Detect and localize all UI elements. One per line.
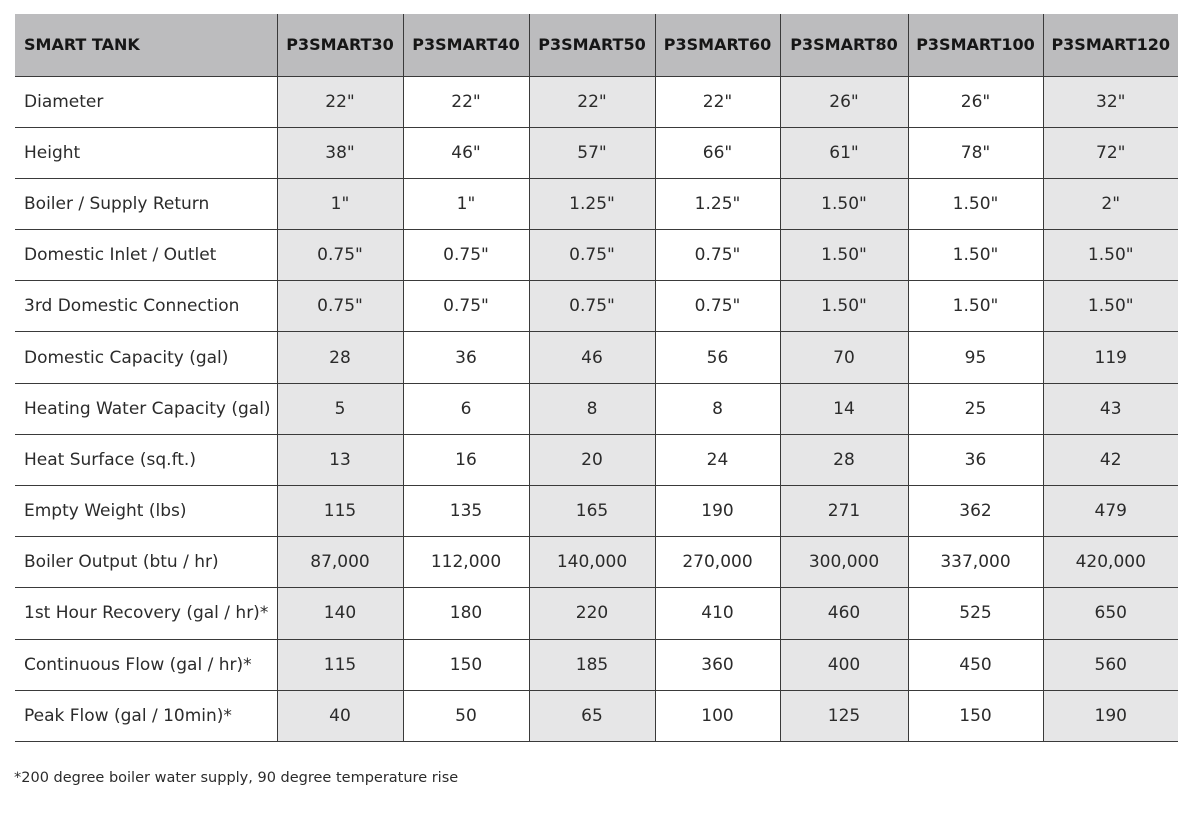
row-label: Continuous Flow (gal / hr)* (15, 639, 277, 690)
table-row (15, 332, 1178, 383)
footnote: *200 degree boiler water supply, 90 degree temperature rise (14, 770, 459, 786)
table-cell: 300,000 (780, 537, 908, 588)
table-cell: 115 (277, 639, 403, 690)
table-cell: 1.25" (655, 178, 780, 229)
table-cell: 26" (780, 76, 908, 127)
table-cell: 22" (655, 76, 780, 127)
table-cell: 185 (529, 639, 655, 690)
table-cell: 56 (655, 332, 780, 383)
table-cell: 61" (780, 127, 908, 178)
table-body (15, 76, 1178, 741)
table-cell: 65 (529, 690, 655, 741)
table-cell: 26" (908, 76, 1043, 127)
table-cell: 1" (403, 178, 529, 229)
table-cell: 20 (529, 434, 655, 485)
table-cell: 150 (403, 639, 529, 690)
table-cell: 22" (403, 76, 529, 127)
table-cell: 1.50" (908, 230, 1043, 281)
table-cell: 72" (1043, 127, 1178, 178)
table-cell: 1.50" (780, 178, 908, 229)
table-cell: 1.25" (529, 178, 655, 229)
table-cell: 525 (908, 588, 1043, 639)
table-cell: 180 (403, 588, 529, 639)
table-cell: 0.75" (403, 230, 529, 281)
table-cell: 87,000 (277, 537, 403, 588)
table-cell: 1.50" (908, 281, 1043, 332)
table-cell: 1.50" (780, 281, 908, 332)
table-cell: 38" (277, 127, 403, 178)
table-cell: 24 (655, 434, 780, 485)
table-cell: 0.75" (655, 230, 780, 281)
table-cell: 70 (780, 332, 908, 383)
row-label: Domestic Capacity (gal) (15, 332, 277, 383)
table-cell: 220 (529, 588, 655, 639)
table-cell: 43 (1043, 383, 1178, 434)
table-cell: 140 (277, 588, 403, 639)
table-cell: 95 (908, 332, 1043, 383)
model-header-p3smart60: P3SMART60 (655, 14, 780, 76)
table-cell: 360 (655, 639, 780, 690)
table-cell: 0.75" (655, 281, 780, 332)
row-label: Heat Surface (sq.ft.) (15, 434, 277, 485)
table-cell: 16 (403, 434, 529, 485)
table-cell: 420,000 (1043, 537, 1178, 588)
table-cell: 165 (529, 486, 655, 537)
table-cell: 190 (655, 486, 780, 537)
table-row (15, 537, 1178, 588)
table-cell: 66" (655, 127, 780, 178)
table-row (15, 76, 1178, 127)
row-label: Domestic Inlet / Outlet (15, 230, 277, 281)
table-cell: 410 (655, 588, 780, 639)
table-cell: 0.75" (529, 230, 655, 281)
table-cell: 6 (403, 383, 529, 434)
table-cell: 22" (529, 76, 655, 127)
table-cell: 40 (277, 690, 403, 741)
header-row (15, 14, 1178, 76)
table-cell: 112,000 (403, 537, 529, 588)
table-cell: 0.75" (529, 281, 655, 332)
model-header-p3smart40: P3SMART40 (403, 14, 529, 76)
table-cell: 22" (277, 76, 403, 127)
row-label: Height (15, 127, 277, 178)
table-cell: 36 (403, 332, 529, 383)
table-cell: 150 (908, 690, 1043, 741)
table-cell: 125 (780, 690, 908, 741)
table-row (15, 486, 1178, 537)
table-cell: 13 (277, 434, 403, 485)
model-header-p3smart120: P3SMART120 (1043, 14, 1178, 76)
table-row (15, 588, 1178, 639)
row-label: Boiler Output (btu / hr) (15, 537, 277, 588)
row-label: Boiler / Supply Return (15, 178, 277, 229)
table-cell: 115 (277, 486, 403, 537)
model-header-p3smart30: P3SMART30 (277, 14, 403, 76)
table-cell: 1.50" (1043, 281, 1178, 332)
row-label: 3rd Domestic Connection (15, 281, 277, 332)
table-row (15, 383, 1178, 434)
table-row (15, 178, 1178, 229)
corner-header: SMART TANK (15, 14, 277, 76)
table-cell: 0.75" (277, 281, 403, 332)
table-cell: 0.75" (403, 281, 529, 332)
spec-table (15, 14, 1178, 742)
row-label: 1st Hour Recovery (gal / hr)* (15, 588, 277, 639)
table-cell: 32" (1043, 76, 1178, 127)
table-cell: 78" (908, 127, 1043, 178)
row-label: Heating Water Capacity (gal) (15, 383, 277, 434)
table-cell: 362 (908, 486, 1043, 537)
table-cell: 135 (403, 486, 529, 537)
table-row (15, 690, 1178, 741)
table-cell: 1.50" (908, 178, 1043, 229)
row-label: Peak Flow (gal / 10min)* (15, 690, 277, 741)
table-cell: 450 (908, 639, 1043, 690)
table-cell: 14 (780, 383, 908, 434)
table-cell: 25 (908, 383, 1043, 434)
table-row (15, 230, 1178, 281)
table-cell: 42 (1043, 434, 1178, 485)
table-cell: 28 (277, 332, 403, 383)
model-header-p3smart50: P3SMART50 (529, 14, 655, 76)
table-row (15, 281, 1178, 332)
table-cell: 337,000 (908, 537, 1043, 588)
table-cell: 36 (908, 434, 1043, 485)
table-cell: 140,000 (529, 537, 655, 588)
table-row (15, 639, 1178, 690)
table-cell: 2" (1043, 178, 1178, 229)
table-cell: 1.50" (780, 230, 908, 281)
table-cell: 57" (529, 127, 655, 178)
table-cell: 28 (780, 434, 908, 485)
table-cell: 270,000 (655, 537, 780, 588)
table-row (15, 434, 1178, 485)
table-cell: 271 (780, 486, 908, 537)
model-header-p3smart100: P3SMART100 (908, 14, 1043, 76)
table-cell: 400 (780, 639, 908, 690)
table-cell: 119 (1043, 332, 1178, 383)
table-cell: 460 (780, 588, 908, 639)
row-label: Diameter (15, 76, 277, 127)
table-cell: 46 (529, 332, 655, 383)
table-cell: 8 (529, 383, 655, 434)
table-cell: 190 (1043, 690, 1178, 741)
table-cell: 0.75" (277, 230, 403, 281)
table-cell: 560 (1043, 639, 1178, 690)
table-cell: 650 (1043, 588, 1178, 639)
table-cell: 1.50" (1043, 230, 1178, 281)
row-label: Empty Weight (lbs) (15, 486, 277, 537)
table-row (15, 127, 1178, 178)
table-cell: 8 (655, 383, 780, 434)
table-cell: 479 (1043, 486, 1178, 537)
table-cell: 100 (655, 690, 780, 741)
table-cell: 1" (277, 178, 403, 229)
model-header-p3smart80: P3SMART80 (780, 14, 908, 76)
table-cell: 50 (403, 690, 529, 741)
table-cell: 46" (403, 127, 529, 178)
table-cell: 5 (277, 383, 403, 434)
